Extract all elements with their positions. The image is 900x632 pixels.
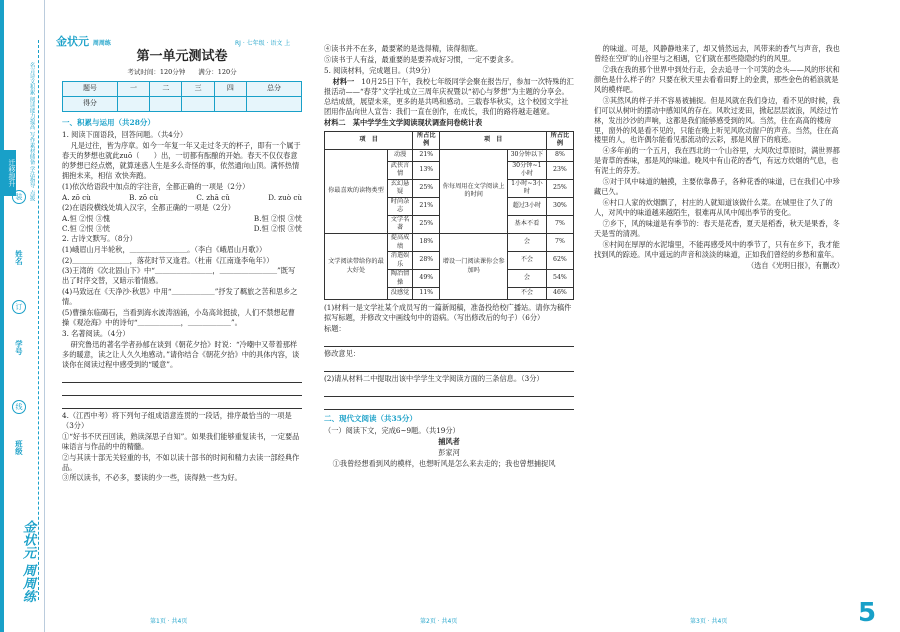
survey-cell: 消遣娱乐 <box>387 252 412 270</box>
fill-line[interactable]: (3)王湾的《次北固山下》中“＿＿＿＿＿＿＿＿，＿＿＿＿＿＿＿＿”既写出了时序交替，又暗示着情感。 <box>62 266 296 286</box>
article-source: （选自《光明日报》，有删改） <box>746 260 844 270</box>
article-paragraph: ⑧村间在厚厚的水泥墙里，不能再感受风中的季节了，只有在乡下，我才能找到风的踪迹。风中遥远的声音和淡淡的味道，正如我们曾经的乡愁和童年。 <box>594 239 840 259</box>
survey-table <box>324 131 574 301</box>
options <box>62 224 302 234</box>
answer-line[interactable] <box>62 385 302 396</box>
survey-cell: 时尚杂志 <box>387 197 412 215</box>
question: 1. 阅读下面语段，回答问题。（共4分） <box>62 130 188 140</box>
article-author: 彭家河 <box>438 448 460 458</box>
section-heading: 二、现代文阅读（共35分） <box>324 413 417 423</box>
question: (1)材料一是文学社某个成员写的一篇新闻稿，准备投给校广播站。请你为稿件拟写标题，并修改文中画线句中的语病。（写出修改后的句子）（6分） <box>324 303 572 323</box>
survey-cell: 文学阅读带给你的最大好处 <box>325 233 388 299</box>
option[interactable]: C. zhā cǔ <box>196 192 230 202</box>
survey-header: 所占比例 <box>546 131 573 149</box>
survey-cell: 会 <box>507 270 546 288</box>
question: 4.（江西中考）将下列句子组成语意连贯的一段话，排序最恰当的一项是（3分） <box>62 410 292 430</box>
option[interactable]: D. zuò cù <box>268 192 302 202</box>
score-cell[interactable] <box>182 96 214 111</box>
sidebar-logo: 金状元 周周练 <box>20 520 35 603</box>
answer-line[interactable] <box>324 336 574 347</box>
survey-cell: 25% <box>413 179 440 197</box>
score-head: 题号 <box>63 81 118 96</box>
survey-cell: 玄幻悬疑 <box>387 179 412 197</box>
question: (2)在语段横线处填入汉字，全都正确的一项是（2分） <box>62 202 235 212</box>
survey-cell: 11% <box>413 288 440 300</box>
material-1: 材料一 10月25日下午，我校七年级同学会聚在报告厅，参加一次特殊的汇报活动——“春芽”文学社成立三周年庆祝暨以“初心与梦想”为主题的分享会。总结成绩，展望未来，更多的是共鸣和感动。三载春华秋实，这个校园文学社团用作品向世人宣告：我们一直在创作，在成长，我们的路将越走越宽。 <box>324 76 574 116</box>
option[interactable]: A.恒 ②恨 ③愧 <box>62 213 110 223</box>
list-item: ②与其读十部无关轻重的书，不如以读十部书的时间和精力去读一部经典作品。 <box>62 452 300 472</box>
answer-line[interactable] <box>324 399 574 410</box>
passage: 凡是过往，皆为序章。如今一年复一年又走过冬天的杯子，即有一个属于春天的梦想也就此zuō（ ）出，一切都有酝酿的开始。春天不仅仅春意的梦想已经点燃，就算迷惑人生是多么奇怪的事，依然通向山顶。满怀热情 拥抱未来，相信 欢快奔跑。 <box>62 141 301 180</box>
column-3 <box>594 44 844 272</box>
score-head: 一 <box>117 81 149 96</box>
score-cell[interactable] <box>117 96 149 111</box>
survey-cell: 1小时~3小时 <box>507 179 546 197</box>
question: 2. 古诗文默写。（8分） <box>62 233 137 243</box>
survey-cell: 陶冶情操 <box>387 270 412 288</box>
sidebar-tag: 迁移提升 <box>4 150 16 196</box>
option[interactable]: B. zō cù <box>129 192 159 202</box>
question: 3. 名著阅读。（4分） <box>62 329 130 339</box>
option[interactable]: B.恒 ②恨 ③恍 <box>253 213 302 223</box>
article-paragraph: ②我在我的那个世界中到处行走，会去追寻一个可笑的念头——风的形状和颜色是什么样子的？只要在秋天里去看看田野上的金黄，那些金色的稻浪就是风的模样吧。 <box>594 64 840 94</box>
survey-cell: 18% <box>413 233 440 251</box>
score-head: 四 <box>214 81 246 96</box>
fill-line[interactable]: (1)峨眉山月半轮秋，＿＿＿＿＿＿＿＿。（李白《峨眉山月歌》） <box>62 244 267 254</box>
list-item: ⑤读书于人有益，最重要的是要养成好习惯，一定不要贪多。 <box>324 54 519 64</box>
score-head: 三 <box>182 81 214 96</box>
survey-cell: 21% <box>413 149 440 161</box>
fill-line[interactable]: (2)＿＿＿＿＿＿＿＿，落花时节又逢君。（杜甫《江南逢李龟年》） <box>62 255 274 265</box>
survey-cell: 武侠言情 <box>387 161 412 179</box>
question: (1)依次给语段中加点的字注音，全都正确的一项是（2分） <box>62 181 250 191</box>
student-id-label: 学号 <box>14 340 24 355</box>
answer-label: 标题： <box>324 324 346 334</box>
survey-cell: 30分钟以下 <box>507 149 546 161</box>
article-paragraph: ⑤对于风中味道的触摸，主要依靠鼻子，各种花香的味道，已在我们心中珍藏已久。 <box>594 177 840 197</box>
score-cell[interactable] <box>247 96 302 111</box>
survey-cell: 25% <box>413 215 440 233</box>
article-paragraph: ④多年前的一个五月，我在西北的一个山谷里，大风吹过草原时，满世界都是青草的香味，那是风的味道。晚风中有山花的香气，有远方炊烟的气息，也有泥土的芬芳。 <box>594 146 840 176</box>
survey-cell: 46% <box>546 288 573 300</box>
survey-cell: 30分钟~1小时 <box>507 161 546 179</box>
survey-cell: 增设一门阅读课你会参加吗 <box>440 233 508 299</box>
survey-cell: 54% <box>546 270 573 288</box>
reading-instruction: （一）阅读下文，完成6~9题。（共19分） <box>324 426 460 436</box>
survey-cell: 提高成绩 <box>387 233 412 251</box>
survey-cell: 基本不看 <box>507 215 546 233</box>
score-label: 得分 <box>63 96 118 111</box>
article-paragraph: ⑥村口人家的炊烟飘了，村庄的人就知道该做什么菜。在城里住了久了的人，对风中的味道越来越陌生，很难再从风中闻出季节的变化。 <box>594 198 833 217</box>
page-title: 第一单元测试卷 <box>136 49 228 64</box>
score-cell[interactable] <box>214 96 246 111</box>
survey-cell: 不会 <box>507 288 546 300</box>
article-title: 捕风者 <box>438 437 460 447</box>
binding-circle-2: 订 <box>12 300 26 314</box>
survey-header: 项 目 <box>325 131 413 149</box>
answer-line[interactable] <box>324 361 574 372</box>
survey-cell: 超过3小时 <box>507 197 546 215</box>
sidebar-stripe <box>0 0 4 632</box>
column-2 <box>324 44 574 470</box>
question: (2)请从材料二中提取出该中学学生文学阅读方面的三条信息。（3分） <box>324 374 544 383</box>
article-paragraph: ⑦乡下，风的味道是有季节的：春天是花香，夏天是稻香，秋天是果香，冬天是雪的清冽。 <box>594 218 840 238</box>
question: 5. 阅读材料，完成题目。（共9分） <box>324 65 435 75</box>
page-footer-2: 第2页 · 共4页 <box>420 618 458 625</box>
survey-cell: 23% <box>546 161 573 179</box>
page-number: 5 <box>858 598 877 628</box>
survey-cell: 21% <box>413 197 440 215</box>
sidebar-slogan: 名言诗文积累 阅读能力提高 写作素材储备 学法指导 点拨 <box>28 62 35 201</box>
passage: 研究鲁迅的著名学者孙郁在谈到《朝花夕拾》时说：“冷嘲中又带着那样多的暖意，读之让人久久地感动。”请你结合《朝花夕拾》中的具体内容，谈谈你在阅读过程中感受到的“暖意”。 <box>62 340 300 369</box>
exam-info: 考试时间：120分钟 满分：120分 <box>127 67 237 76</box>
grade-label: RJ · 七年级 · 语文 上 <box>235 40 291 47</box>
options <box>62 214 302 224</box>
survey-cell: 49% <box>413 270 440 288</box>
fill-line[interactable]: (4)马致远在《天净沙·秋思》中用“＿＿＿＿＿＿”抒发了羁旅之苦和思乡之情。 <box>62 287 298 307</box>
answer-line[interactable] <box>62 372 302 383</box>
score-head: 二 <box>150 81 182 96</box>
score-table <box>62 81 302 112</box>
survey-cell: 你最喜欢的读物类型 <box>325 149 388 233</box>
survey-cell: 文学名著 <box>387 215 412 233</box>
list-item: ④读书并不在多，最要紧的是选得精，读得彻底。 <box>324 44 483 53</box>
survey-cell: 会 <box>507 233 546 251</box>
survey-cell: 30% <box>546 197 573 215</box>
score-cell[interactable] <box>150 96 182 111</box>
binding-line <box>38 40 39 600</box>
section-heading: 一、积累与运用（共28分） <box>62 117 155 127</box>
option[interactable]: D.恒 ②恨 ③恍 <box>253 223 302 233</box>
article-paragraph: 的味道。可是，风静静地来了，却又悄然远去，风带来的香气与声音，我也曾经在空旷的山谷里与之相遇，它们就在那些隐隐约约的风里。 <box>594 44 840 63</box>
option[interactable]: A. zō cù <box>62 192 91 202</box>
survey-cell: 28% <box>413 252 440 270</box>
survey-cell: 动漫 <box>387 149 412 161</box>
answer-line[interactable] <box>324 386 574 397</box>
options <box>62 193 302 203</box>
survey-cell: 62% <box>546 252 573 270</box>
survey-cell: 8% <box>546 149 573 161</box>
answer-line[interactable] <box>62 398 302 409</box>
binding-circle-1: 装 <box>12 190 26 204</box>
brand-logo: 金状元 周周练 <box>56 35 111 48</box>
page-footer-1: 第1页 · 共4页 <box>150 618 188 625</box>
survey-cell: 7% <box>546 215 573 233</box>
binding-circle-3: 线 <box>12 400 26 414</box>
list-item: ①“好书不厌百回读，熟读深思子自知”。如果我们能够重复读书，一定要品味语言与作品的中的精髓。 <box>62 431 300 451</box>
name-label: 姓名 <box>14 250 24 265</box>
survey-cell: 25% <box>546 179 573 197</box>
list-item: ③所以读书，不必多，要读的少一些，读得熟一些为好。 <box>62 473 242 483</box>
article-paragraph: ①我曾经想看到风的模样，也想听风是怎么来去走的；我也曾想捕捉风 <box>332 459 556 469</box>
score-head: 总分 <box>247 81 302 96</box>
survey-cell: 你每周用在文学阅读上的时间 <box>440 149 508 233</box>
survey-cell: 没感觉 <box>387 288 412 300</box>
material-2-heading: 材料二 某中学学生文学阅读现状调查问卷统计表 <box>324 117 483 127</box>
survey-cell: 7% <box>546 233 573 251</box>
page-footer-3: 第3页 · 共4页 <box>690 618 728 625</box>
fill-line[interactable]: (5)曹操东临碣石，当看到海水波涛汹涌，小岛高耸挺拔，人们不禁想起曹操《观沧海》中的诗句“＿＿＿＿＿＿，＿＿＿＿＿＿”。 <box>62 308 295 328</box>
article-paragraph: ③其然风的样子并不容易被捕捉。但是风就在我们身边，看不见的时候，我们可以从树叶的摆动中感知风的存在。风吹过麦田，掀起层层波浪，风经过竹林，发出沙沙的声响，这都是我们能够感受到的风。当然，住在高高的楼房里，窗外的风是看不见的，只能在晚上听见风吹动窗户的声音。当然，住在高楼里的人，也许偶尔能看见那流动的云彩，那是风留下的痕迹。 <box>594 95 840 145</box>
class-label: 班级 <box>14 440 24 455</box>
column-1 <box>62 44 302 484</box>
survey-header: 项 目 <box>440 131 547 149</box>
survey-header: 所占比例 <box>413 131 440 149</box>
answer-label: 修改意见： <box>324 349 360 359</box>
option[interactable]: C.恒 ②恨 ③恍 <box>62 223 111 233</box>
survey-cell: 13% <box>413 161 440 179</box>
survey-cell: 不会 <box>507 252 546 270</box>
